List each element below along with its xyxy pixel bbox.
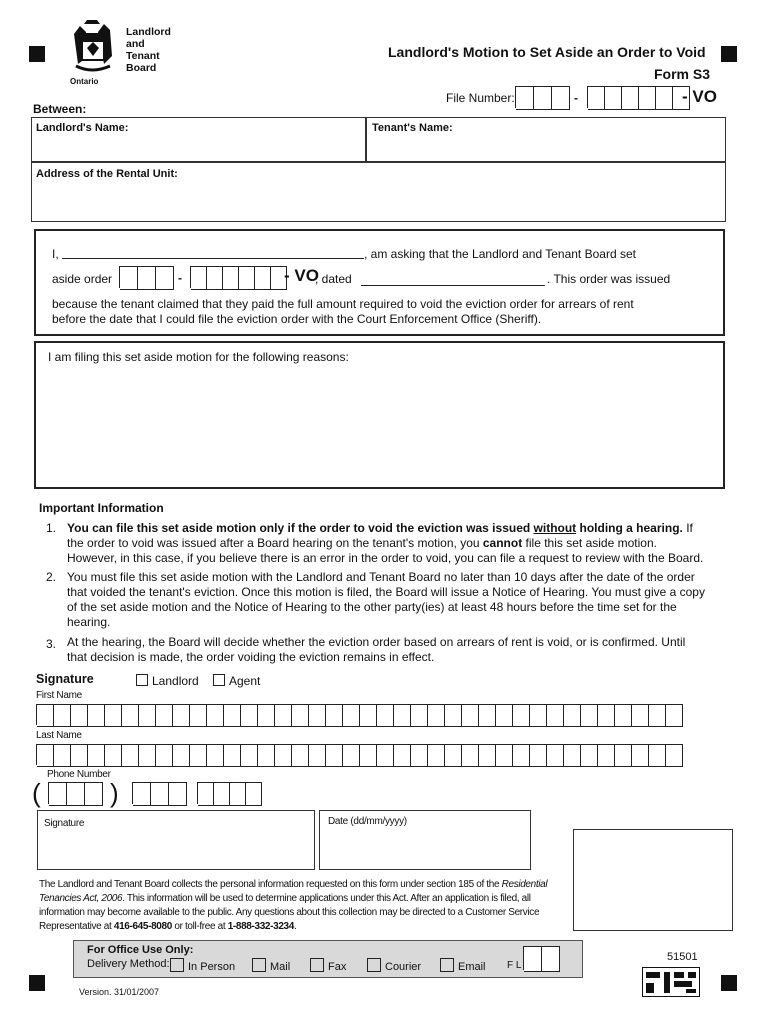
version-label: Version. 31/01/2007 bbox=[79, 987, 160, 997]
mail-label: Mail bbox=[270, 961, 291, 973]
character-cell[interactable] bbox=[275, 744, 292, 767]
between-label: Between: bbox=[33, 102, 87, 116]
item-1-line-3: However, in this case, if you believe there is an error in the order to void, you can file a request to review with the Board. bbox=[67, 551, 704, 565]
first-name-label: First Name bbox=[36, 690, 82, 701]
form-code: 51501 bbox=[667, 951, 698, 963]
phone-paren-close: ) bbox=[110, 778, 119, 808]
item-3-line-2: that decision is made, the order voiding the eviction remains in effect. bbox=[67, 650, 435, 664]
character-cell[interactable] bbox=[241, 704, 258, 727]
character-cell[interactable] bbox=[547, 744, 564, 767]
character-cell[interactable] bbox=[632, 744, 649, 767]
character-cell[interactable] bbox=[377, 704, 394, 727]
character-cell[interactable] bbox=[37, 704, 54, 727]
character-cell[interactable] bbox=[343, 704, 360, 727]
privacy-line-1 bbox=[39, 878, 547, 892]
character-cell[interactable] bbox=[428, 704, 445, 727]
item-1-bold-a: You can file this set aside motion only if the order to void the eviction was issued bbox=[67, 521, 534, 535]
character-cell[interactable] bbox=[224, 744, 241, 767]
delivery-option-fax[interactable] bbox=[310, 958, 346, 973]
ontario-coat-of-arms-icon bbox=[64, 18, 120, 80]
character-cell[interactable] bbox=[428, 744, 445, 767]
character-cell[interactable] bbox=[122, 744, 139, 767]
item-1-line-2 bbox=[67, 536, 657, 552]
character-cell[interactable] bbox=[598, 744, 615, 767]
character-cell[interactable] bbox=[54, 704, 71, 727]
signature-heading: Signature bbox=[36, 672, 94, 686]
phone-label: Phone Number bbox=[47, 769, 111, 780]
item-2-line-4: hearing. bbox=[67, 615, 111, 629]
character-cell[interactable] bbox=[530, 744, 547, 767]
item-1-line-2-a: the order to void was issued after a Board hearing on the tenant's motion, you bbox=[67, 536, 483, 550]
phone-paren-open: ( bbox=[32, 778, 41, 808]
rental-address-label: Address of the Rental Unit: bbox=[36, 168, 178, 180]
character-cell[interactable] bbox=[666, 744, 683, 767]
character-cell[interactable] bbox=[224, 704, 241, 727]
character-cell[interactable] bbox=[360, 744, 377, 767]
character-cell[interactable] bbox=[105, 704, 122, 727]
character-cell[interactable] bbox=[139, 704, 156, 727]
item-1-line-2-bold: cannot bbox=[482, 536, 523, 550]
registration-mark-top-right bbox=[721, 46, 737, 62]
fax-checkbox[interactable] bbox=[310, 958, 324, 972]
issued-text: . This order was issued bbox=[547, 272, 671, 286]
character-cell[interactable] bbox=[309, 744, 326, 767]
item-1-number: 1. bbox=[46, 521, 57, 535]
character-cell[interactable] bbox=[71, 744, 88, 767]
service-phone: 416-645-8080 bbox=[113, 921, 172, 932]
declarant-name-line[interactable] bbox=[62, 245, 364, 259]
fl-field[interactable] bbox=[523, 946, 560, 970]
character-cell[interactable] bbox=[122, 704, 139, 727]
landlord-option[interactable] bbox=[136, 674, 199, 688]
character-cell[interactable] bbox=[598, 704, 615, 727]
character-cell[interactable] bbox=[258, 704, 275, 727]
character-cell[interactable] bbox=[496, 744, 513, 767]
first-name-field[interactable] bbox=[36, 704, 683, 725]
character-cell[interactable] bbox=[547, 704, 564, 727]
character-cell[interactable] bbox=[479, 744, 496, 767]
character-cell[interactable] bbox=[292, 744, 309, 767]
fl-label: F L bbox=[507, 960, 522, 971]
item-1-line-2-b: file this set aside motion. bbox=[522, 536, 657, 550]
character-cell[interactable] bbox=[377, 744, 394, 767]
character-cell[interactable] bbox=[88, 744, 105, 767]
privacy-text: or toll-free at bbox=[171, 921, 228, 932]
order-number-suffix: - VO bbox=[284, 266, 319, 285]
character-cell[interactable] bbox=[275, 704, 292, 727]
order-number-prefix-field[interactable] bbox=[119, 266, 174, 288]
character-cell[interactable] bbox=[513, 744, 530, 767]
because-line-2: before the date that I could file the eviction order with the Court Enforcement Office (Sheriff). bbox=[52, 312, 542, 326]
privacy-line-3: information may become available to the public. Any questions about this collection may be directed to a Customer Service bbox=[39, 907, 540, 918]
character-cell[interactable] bbox=[445, 744, 462, 767]
item-1-text-a: If bbox=[682, 521, 693, 535]
character-cell[interactable] bbox=[292, 704, 309, 727]
in-person-checkbox[interactable] bbox=[170, 958, 184, 972]
item-1-bold-b: holding a hearing. bbox=[576, 521, 683, 535]
agent-option-label: Agent bbox=[229, 674, 261, 688]
fax-label: Fax bbox=[328, 961, 347, 973]
privacy-act-name: Residential bbox=[501, 879, 548, 890]
character-cell[interactable] bbox=[207, 704, 224, 727]
landlord-option-label: Landlord bbox=[152, 674, 199, 688]
courier-label: Courier bbox=[385, 961, 422, 973]
character-cell[interactable] bbox=[615, 744, 632, 767]
privacy-notice bbox=[39, 878, 547, 934]
character-cell[interactable] bbox=[139, 744, 156, 767]
privacy-text: The Landlord and Tenant Board collects the personal information requested on this form under section 185 of the bbox=[39, 879, 502, 890]
courier-checkbox[interactable] bbox=[367, 958, 381, 972]
registration-mark-bottom-right bbox=[721, 975, 737, 991]
delivery-option-mail[interactable] bbox=[252, 958, 290, 973]
privacy-line-2 bbox=[39, 892, 547, 906]
privacy-text: . bbox=[293, 921, 297, 932]
character-cell[interactable] bbox=[156, 704, 173, 727]
character-cell[interactable] bbox=[54, 744, 71, 767]
last-name-label: Last Name bbox=[36, 730, 82, 741]
character-cell[interactable] bbox=[394, 744, 411, 767]
character-cell[interactable] bbox=[649, 704, 666, 727]
character-cell[interactable] bbox=[394, 704, 411, 727]
character-cell[interactable] bbox=[615, 704, 632, 727]
character-cell[interactable] bbox=[71, 704, 88, 727]
character-cell[interactable] bbox=[632, 704, 649, 727]
agency-line: Landlord bbox=[126, 26, 171, 38]
form-title: Landlord's Motion to Set Aside an Order to Void bbox=[388, 44, 706, 60]
form-barcode-icon bbox=[642, 967, 700, 997]
character-cell[interactable] bbox=[649, 744, 666, 767]
delivery-method-label: Delivery Method: bbox=[87, 958, 170, 970]
order-date-line[interactable] bbox=[361, 272, 545, 286]
toll-free-phone: 1-888-332-3234 bbox=[227, 921, 294, 932]
file-number-suffix: - VO bbox=[682, 87, 717, 106]
character-cell[interactable] bbox=[496, 704, 513, 727]
character-cell[interactable] bbox=[411, 704, 428, 727]
landlord-checkbox[interactable] bbox=[136, 674, 148, 686]
character-cell[interactable] bbox=[241, 744, 258, 767]
registration-mark-top-left bbox=[29, 46, 45, 62]
tenant-name-label: Tenant's Name: bbox=[372, 122, 453, 134]
because-line-1: because the tenant claimed that they paid the full amount required to void the eviction order for arrears of rent bbox=[52, 297, 634, 311]
delivery-option-courier[interactable] bbox=[367, 958, 421, 973]
character-cell[interactable] bbox=[479, 704, 496, 727]
file-number-prefix-field[interactable] bbox=[515, 86, 570, 108]
item-2-number: 2. bbox=[46, 570, 57, 584]
character-cell[interactable] bbox=[190, 744, 207, 767]
file-number-label: File Number: bbox=[446, 91, 515, 105]
character-cell[interactable] bbox=[564, 704, 581, 727]
phone-line-field[interactable] bbox=[197, 782, 262, 804]
privacy-text: . This information will be used to determine applications under this Act. After an application is filed, all bbox=[122, 893, 531, 904]
agent-option[interactable] bbox=[213, 674, 260, 688]
delivery-option-in-person[interactable] bbox=[170, 958, 235, 973]
office-stamp-box bbox=[573, 829, 733, 931]
email-checkbox[interactable] bbox=[440, 958, 454, 972]
character-cell[interactable] bbox=[462, 704, 479, 727]
signature-label: Signature bbox=[44, 818, 85, 829]
character-cell[interactable] bbox=[207, 744, 224, 767]
privacy-act-name: Tenancies Act, 2006 bbox=[39, 893, 123, 904]
i-label: I, bbox=[52, 247, 59, 261]
character-cell[interactable] bbox=[258, 744, 275, 767]
item-2-line-2: that voided the tenant's eviction. Once this motion is filed, the Board will issue a Notice of Hearing. You must give a copy bbox=[67, 585, 705, 599]
character-cell[interactable] bbox=[309, 704, 326, 727]
character-cell[interactable] bbox=[105, 744, 122, 767]
asking-text: , am asking that the Landlord and Tenant Board set bbox=[364, 247, 636, 261]
registration-mark-bottom-left bbox=[29, 975, 45, 991]
character-cell[interactable] bbox=[326, 744, 343, 767]
character-cell[interactable] bbox=[190, 704, 207, 727]
aside-order-label: aside order bbox=[52, 272, 113, 286]
character-cell[interactable] bbox=[445, 704, 462, 727]
in-person-label: In Person bbox=[188, 961, 236, 973]
order-number-body-field[interactable] bbox=[190, 266, 287, 288]
privacy-line-4 bbox=[39, 920, 547, 934]
character-cell[interactable] bbox=[326, 704, 343, 727]
delivery-option-email[interactable] bbox=[440, 958, 486, 973]
email-label: Email bbox=[458, 961, 486, 973]
form-number: Form S3 bbox=[654, 66, 711, 82]
file-number-dash: - bbox=[574, 91, 578, 105]
important-heading: Important Information bbox=[39, 501, 164, 515]
character-cell[interactable] bbox=[88, 704, 105, 727]
item-2-line-1: You must file this set aside motion with the Landlord and Tenant Board no later than 10 days after the date of the order bbox=[67, 570, 695, 584]
character-cell[interactable] bbox=[462, 744, 479, 767]
item-1-line-1 bbox=[67, 521, 693, 537]
item-3-number: 3. bbox=[46, 637, 57, 651]
character-cell[interactable] bbox=[581, 704, 598, 727]
character-cell[interactable] bbox=[343, 744, 360, 767]
file-number-body-field[interactable] bbox=[587, 86, 690, 108]
landlord-name-label: Landlord's Name: bbox=[36, 122, 129, 134]
privacy-text: Representative at bbox=[39, 921, 114, 932]
character-cell[interactable] bbox=[411, 744, 428, 767]
last-name-field[interactable] bbox=[36, 744, 683, 765]
character-cell[interactable] bbox=[564, 744, 581, 767]
dated-label: , dated bbox=[315, 272, 352, 286]
item-3-line-1: At the hearing, the Board will decide whether the eviction order based on arrears of rent is void, or is confirmed. Until bbox=[67, 635, 686, 649]
agency-line: Tenant bbox=[126, 50, 160, 62]
character-cell[interactable] bbox=[156, 744, 173, 767]
character-cell[interactable] bbox=[37, 744, 54, 767]
character-cell[interactable] bbox=[173, 744, 190, 767]
character-cell[interactable] bbox=[581, 744, 598, 767]
agency-name bbox=[126, 26, 171, 74]
phone-area-code-field[interactable] bbox=[48, 782, 103, 804]
agent-checkbox[interactable] bbox=[213, 674, 225, 686]
date-label: Date (dd/mm/yyyy) bbox=[328, 816, 407, 827]
mail-checkbox[interactable] bbox=[252, 958, 266, 972]
character-cell[interactable] bbox=[530, 704, 547, 727]
item-2-line-3: of the set aside motion and the Notice of Hearing to the other party(ies) at least 48 hours before the time set for the bbox=[67, 600, 677, 614]
province-label: Ontario bbox=[70, 77, 99, 86]
item-1-underlined: without bbox=[533, 521, 577, 535]
phone-exchange-field[interactable] bbox=[132, 782, 187, 804]
character-cell[interactable] bbox=[666, 704, 683, 727]
agency-line: Board bbox=[126, 62, 157, 74]
character-cell[interactable] bbox=[513, 704, 530, 727]
order-number-dash: - bbox=[178, 271, 182, 285]
agency-line: and bbox=[126, 38, 145, 50]
character-cell[interactable] bbox=[360, 704, 377, 727]
office-use-heading: For Office Use Only: bbox=[87, 944, 194, 956]
reasons-label: I am filing this set aside motion for the following reasons: bbox=[48, 350, 349, 364]
character-cell[interactable] bbox=[173, 704, 190, 727]
